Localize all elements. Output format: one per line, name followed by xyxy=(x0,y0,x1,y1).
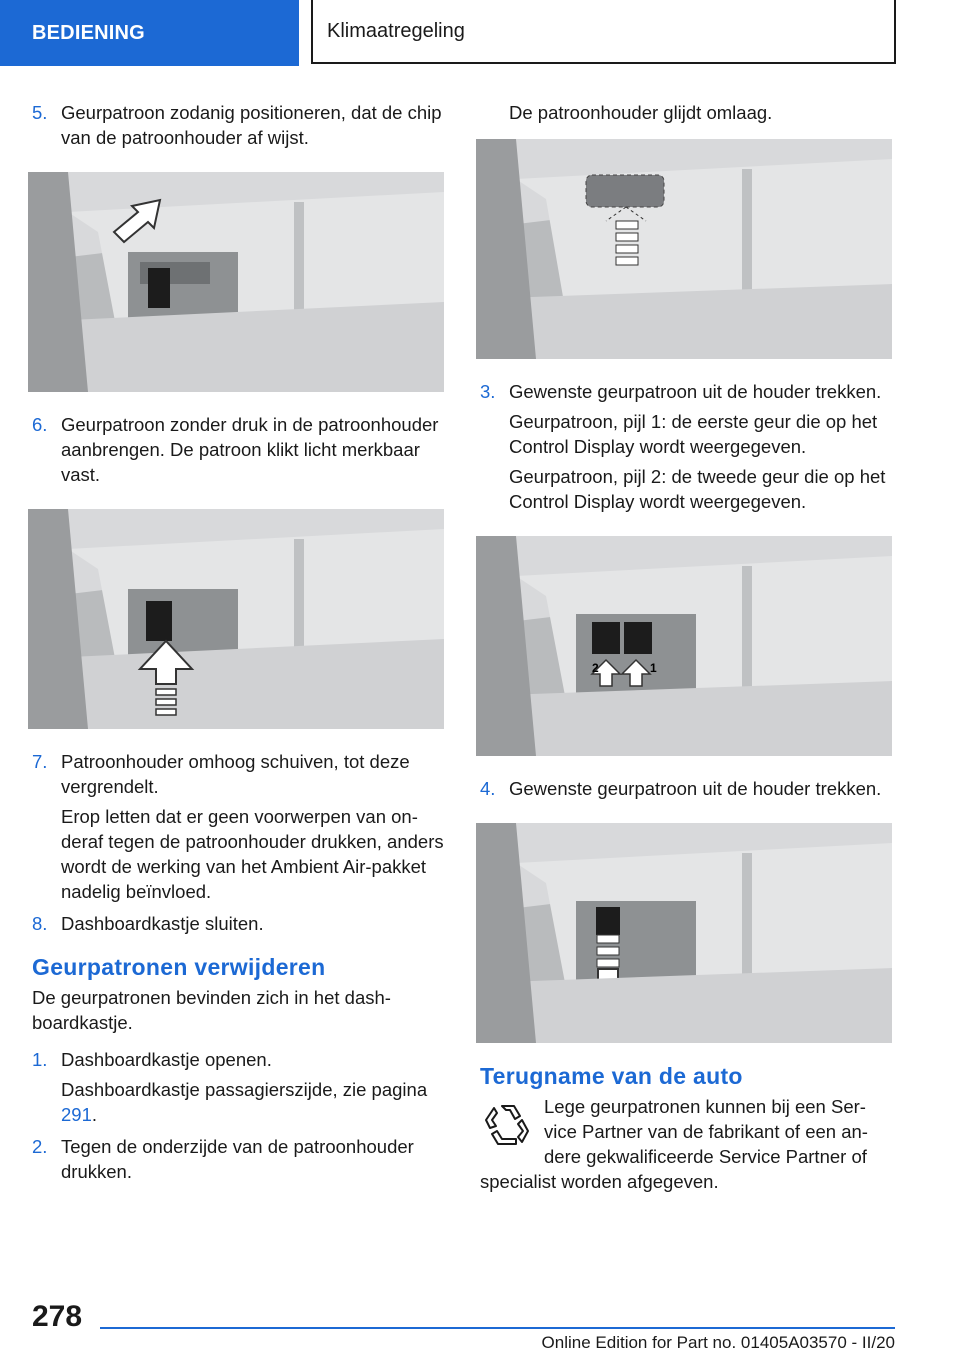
right-column xyxy=(476,100,892,1194)
step-text: Dashboardkastje openen. xyxy=(61,1049,272,1070)
recycle-note xyxy=(476,1094,892,1169)
step-7 xyxy=(28,749,444,904)
step-text: Geurpatroon zodanig positioneren, dat de chip van de patroonhouder af wijst. xyxy=(61,102,442,148)
intro-paragraph: De geurpatronen bevinden zich in het dashboardkastje. xyxy=(32,987,391,1033)
page-number: 278 xyxy=(32,1300,83,1333)
step-number: 6. xyxy=(32,414,48,435)
step-number: 3. xyxy=(480,381,496,402)
photo-insert-cartridge xyxy=(28,509,444,729)
step-text: Gewenste geurpatroon uit de houder trekken. xyxy=(509,778,882,799)
photo-two-cartridges xyxy=(476,536,892,756)
continuation-text: De patroonhouder glijdt omlaag. xyxy=(509,102,773,123)
step-number: 8. xyxy=(32,913,48,934)
page-link[interactable]: 291 xyxy=(61,1104,92,1125)
arrow-label-1: 1 xyxy=(650,661,657,675)
step-number: 7. xyxy=(32,751,48,772)
step-text: Dashboardkastje sluiten. xyxy=(61,913,264,934)
photo-position-cartridge xyxy=(28,172,444,392)
step-5 xyxy=(28,100,444,150)
recycle-text: Lege geurpatronen kunnen bij een Service Partner van de fabrikant of een andere gekwalificeerde Service Partner of xyxy=(544,1096,868,1167)
step-1 xyxy=(28,1047,444,1127)
note-text: Dashboardkastje passagierszijde, zie pagina xyxy=(61,1079,428,1100)
step-note-1: Geurpatroon, pijl 1: de eerste geur die op het Control Display wordt weergegeven. xyxy=(509,411,878,457)
footer-rule xyxy=(100,1327,895,1329)
step-note-2: Geurpatroon, pijl 2: de tweede geur die op het Control Display wordt weergegeven. xyxy=(509,466,886,512)
left-column xyxy=(28,100,444,1191)
recycle-icon xyxy=(482,1098,534,1150)
step-2 xyxy=(28,1134,444,1184)
step-note xyxy=(61,1077,444,1127)
glovebox-photo-2 xyxy=(28,509,444,729)
step-text: Gewenste geurpatroon uit de houder trekken. xyxy=(509,381,882,402)
photo-holder-slides-down xyxy=(476,139,892,359)
footer-edition: Online Edition for Part no. 01405A03570 - II/20 xyxy=(541,1333,895,1352)
note-suffix: . xyxy=(91,1104,98,1125)
section-heading-remove: Geurpatronen verwijderen xyxy=(32,954,326,980)
photo-pull-cartridge xyxy=(476,823,892,1043)
step-text: Geurpatroon zonder druk in de patroonhouder aanbrengen. De patroon klikt licht merkbaar vast. xyxy=(61,414,439,485)
glovebox-photo-3 xyxy=(476,139,892,359)
chapter-title: Klimaatregeling xyxy=(311,0,896,64)
step-number: 4. xyxy=(480,778,496,799)
page-header xyxy=(0,0,960,66)
step-number: 1. xyxy=(32,1049,48,1070)
arrow-label-2: 2 xyxy=(592,661,599,675)
step-number: 2. xyxy=(32,1136,48,1157)
recycle-text-tail: specialist worden afgegeven. xyxy=(480,1171,719,1192)
section-tab[interactable]: BEDIENING xyxy=(0,0,299,66)
step-8 xyxy=(28,911,444,936)
section-heading-return: Terugname van de auto xyxy=(480,1063,743,1089)
step-6 xyxy=(28,412,444,487)
step-text: Tegen de onderzijde van de patroonhouder drukken. xyxy=(61,1136,414,1182)
step-4 xyxy=(476,776,892,801)
step-3 xyxy=(476,379,892,514)
step-number: 5. xyxy=(32,102,48,123)
step-text: Patroonhouder omhoog schuiven, tot deze vergrendelt. xyxy=(61,751,410,797)
step-note: Erop letten dat er geen voorwerpen van onderaf tegen de patroonhouder drukken, anders wordt de werking van het Ambient Air-pakket nadelig beïnvloed. xyxy=(61,806,444,902)
glovebox-photo-4 xyxy=(476,536,892,756)
glovebox-photo-5 xyxy=(476,823,892,1043)
glovebox-photo-1 xyxy=(28,172,444,392)
